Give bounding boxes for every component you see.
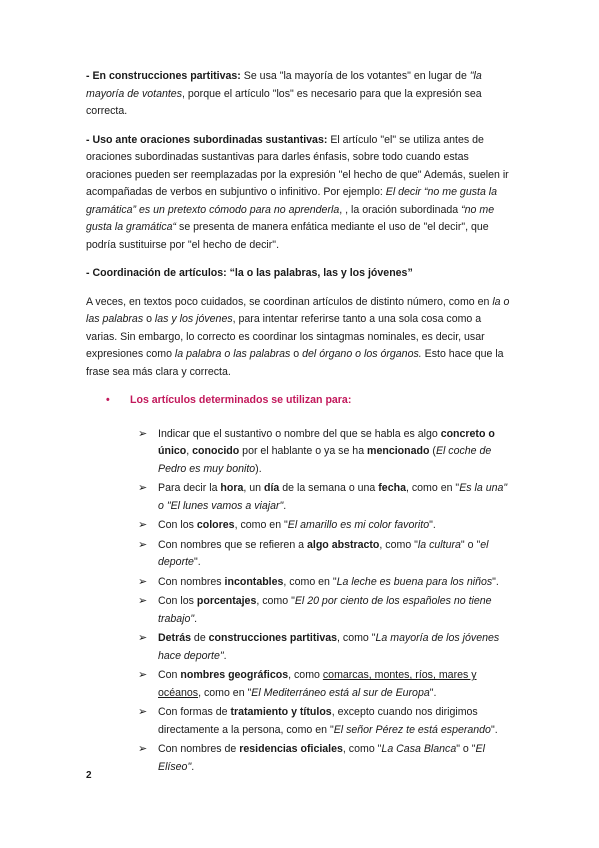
bullet-heading-label: Los artículos determinados se utilizan para: [130, 394, 352, 406]
list-item: ➢ Detrás de construcciones partitivas, como "La mayoría de los jóvenes hace deporte". [138, 632, 500, 662]
arrow-bullet-icon: ➢ [138, 743, 148, 755]
uses-list [86, 426, 514, 777]
paragraph-lead: - Uso ante oraciones subordinadas sustantivas: [86, 133, 328, 146]
paragraph-article-coordination: A veces, en textos poco cuidados, se coordinan artículos de distinto número, como en la o las palabras o las y los jóvenes, para intentar referirse tanto a una sola cosa como a varias. Sin embargo, lo correcto es coordinar los sintagmas nominales, es decir, usar expresiones como la palabra o las palabras o del órgano o los órganos. Esto hace que la frase sea más clara y correcta. [86, 295, 510, 378]
arrow-bullet-icon: ➢ [138, 632, 148, 644]
arrow-bullet-icon: ➢ [138, 482, 148, 494]
list-item: ➢ Indicar que el sustantivo o nombre del que se habla es algo concreto o único, conocido por el hablante o ya se ha mencionado (El coche de Pedro es muy bonito). [138, 427, 495, 475]
bullet-dot-icon: • [106, 394, 110, 406]
paragraph-lead: - Coordinación de artículos: “la o las palabras, las y los jóvenes” [86, 267, 413, 279]
list-item: ➢ Con formas de tratamiento y títulos, excepto cuando nos dirigimos directamente a la persona, como en "El señor Pérez te está esperando". [138, 706, 498, 736]
arrow-bullet-icon: ➢ [138, 706, 148, 718]
arrow-bullet-icon: ➢ [138, 575, 148, 588]
paragraph-subordinate-clauses: - Uso ante oraciones subordinadas sustantivas: El artículo "el" se utiliza antes de oraciones subordinadas sustantivas para darles énfasis, sobre todo cuando estas oraciones pueden ser reemplazadas por la expresión "el hecho de que" Además, suelen ir acompañadas de verbos en subjuntivo o infinitivo. Por ejemplo: El decir “no me gusta la gramática” es un pretexto cómodo para no aprenderla, , la oración subordinada “no me gusta la gramática“ se presenta de manera enfática mediante el uso de "el decir", que podría sustituirse por "el hecho de decir". [86, 133, 509, 251]
list-item: ➢ Con nombres incontables, como en "La leche es buena para los niños". [138, 574, 514, 592]
arrow-bullet-icon: ➢ [138, 427, 148, 440]
paragraph-article-coordination-heading [86, 265, 514, 283]
page-content [86, 68, 514, 778]
arrow-bullet-icon: ➢ [138, 538, 148, 551]
paragraph-lead: - En construcciones partitivas: [86, 70, 241, 82]
list-item: ➢ Con los colores, como en "El amarillo es mi color favorito". [138, 517, 514, 535]
list-item: ➢ Con los porcentajes, como "El 20 por ciento de los españoles no tiene trabajo". [138, 595, 492, 625]
list-item: ➢ Con nombres de residencias oficiales, como "La Casa Blanca" o "El Elíseo". [138, 743, 485, 773]
list-item: ➢ Con nombres que se refieren a algo abstracto, como "la cultura" o "el deporte". [138, 538, 489, 568]
list-item: ➢ Para decir la hora, un día de la semana o una fecha, como en "Es la una" o "El lunes vamos a viajar". [138, 482, 508, 512]
page-number: 2 [86, 770, 92, 781]
arrow-bullet-icon: ➢ [138, 595, 148, 607]
arrow-bullet-icon: ➢ [138, 669, 148, 681]
section-bullet-heading [106, 392, 514, 410]
list-item: ➢ Con nombres geográficos, como comarcas, montes, ríos, mares y océanos, como en "El Mediterráneo está al sur de Europa". [138, 669, 477, 699]
paragraph-partitive-constructions: - En construcciones partitivas: Se usa "la mayoría de los votantes" en lugar de "la mayoría de votantes, porque el artículo "los" es necesario para que la expresión sea correcta. [86, 70, 482, 117]
arrow-bullet-icon: ➢ [138, 519, 148, 531]
